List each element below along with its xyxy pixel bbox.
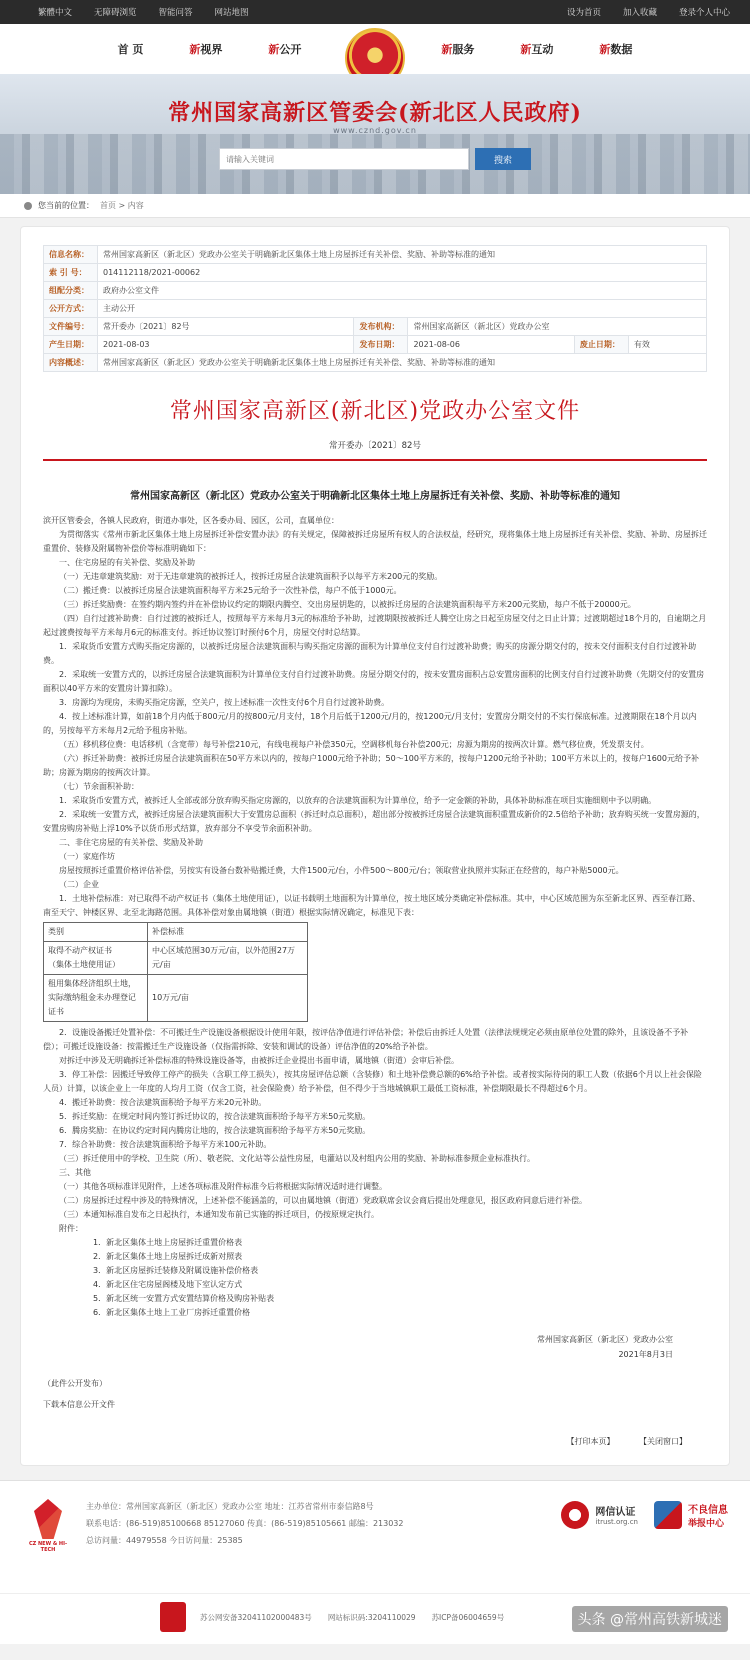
breadcrumb-label: 您当前的位置： (38, 201, 94, 210)
paragraph: （三）本通知标准自发布之日起执行，本通知发布前已实施的拆迁项目，仍按原规定执行。 (59, 1210, 379, 1219)
table-cell: 中心区域范围30万元/亩，以外范围27万元/亩 (148, 942, 308, 975)
search-bar (219, 148, 531, 170)
paragraph: （一）无违章建筑奖励：对于无违章建筑的被拆迁人，按拆迁房屋合法建筑面积予以每平方米200元的奖励。 (59, 572, 443, 581)
signature-block (43, 1332, 707, 1362)
attachments-label: 附件： (59, 1224, 83, 1233)
meta-value-date: 2021-08-03 (98, 336, 354, 354)
table-header: 类别 (44, 923, 148, 942)
meta-value-info-name: 常州国家高新区（新北区）党政办公室关于明确新北区集体土地上房屋拆迁有关补偿、奖励、补助等标准的通知 (98, 246, 707, 264)
meta-key-info-name: 信息名称： (44, 246, 98, 264)
nav-vision-pre: 新 (189, 43, 201, 56)
meta-key-pubdate: 发布日期： (354, 336, 408, 354)
close-window-link[interactable]: 【关闭窗口】 (639, 1436, 687, 1446)
link-sitemap[interactable]: 网站地图 (214, 8, 249, 18)
nav-public-pre: 新 (268, 43, 280, 56)
nav-public-post: 公开 (279, 43, 302, 56)
paragraph: （三）拆迁使用中的学校、卫生院（所）、敬老院、文化站等公益性房屋，电灌站以及村组内公用的奖励、补助标准参照企业标准执行。 (59, 1154, 535, 1163)
paragraph: 2．采取统一安置方式的，以拆迁房屋合法建筑面积为计算单位支付自行过渡补助费。房屋分期交付的，按未安置房面积占总安置房面积的比例支付自行过渡补助费（先期交付的安置房面积以40平方米的安置房计算扣除）。 (43, 670, 705, 693)
police-record[interactable]: 苏公网安备32041102000483号 (200, 1612, 312, 1622)
nav-interact-post: 互动 (531, 43, 554, 56)
document-number: 常开委办〔2021〕82号 (329, 441, 421, 451)
paragraph: （二）企业 (59, 880, 99, 889)
report-center-badge[interactable] (654, 1501, 728, 1529)
site-id: 网站标识码:3204110029 (327, 1612, 416, 1622)
site-footer (0, 1480, 750, 1644)
paragraph: （三）拆迁奖励费：在签约期内签约并在补偿协议约定的期限内腾空、交出房屋钥匙的，以被拆迁房屋的合法建筑面积每平方米200元奖励，每户不低于20000元。 (59, 600, 636, 609)
section-heading: 二、非住宅房屋的有关补偿、奖励及补助 (59, 838, 203, 847)
location-icon (24, 202, 32, 210)
nav-interact[interactable] (520, 41, 553, 57)
publish-note: （此件公开发布） (43, 1379, 107, 1389)
paragraph: （一）其他各项标准详见附件，上述各项标准及附件标准今后将根据实际情况适时进行调整。 (59, 1182, 387, 1191)
paragraph: （一）家庭作坊 (59, 852, 115, 861)
nav-home-pre: 首 (117, 43, 129, 56)
nav-public[interactable] (268, 41, 301, 57)
nav-service-post: 服务 (452, 43, 475, 56)
paragraph: 1．土地补偿标准：对已取得不动产权证书（集体土地使用证），以证书载明土地面积为计算单位，按土地区域分类确定补偿标准。其中，中心区域范围为东至新北区界、西至春江路、南至天宁、钟楼区界、北至北海路范围。具体补偿对象由属地镇（街道）根据实际情况确定，标准见下表： (43, 894, 701, 917)
main-nav (0, 24, 750, 74)
footer-logo (24, 1499, 72, 1553)
meta-key-index: 索 引 号： (44, 264, 98, 282)
nav-data[interactable] (599, 41, 632, 57)
header-banner (0, 74, 750, 194)
attachment-item: 6．新北区集体土地上工业厂房拆迁重置价格 (93, 1308, 251, 1317)
paragraph: 对拆迁中涉及无明确拆迁补偿标准的特殊设施设备等，由被拆迁企业提出书面申请，属地镇（街道）会审后补偿。 (59, 1056, 459, 1065)
meta-key-valid: 废止日期： (574, 336, 628, 354)
meta-value-summary: 常州国家高新区（新北区）党政办公室关于明确新北区集体土地上房屋拆迁有关补偿、奖励、补助等标准的通知 (98, 354, 707, 372)
nav-service-pre: 新 (441, 43, 453, 56)
content-card (20, 226, 730, 1466)
table-header: 补偿标准 (148, 923, 308, 942)
report-center-icon (654, 1501, 682, 1529)
nav-data-post: 数据 (610, 43, 633, 56)
paragraph: 3．房源均为现房，未购买指定房源，空关户，按上述标准一次性支付6个月自行过渡补助费。 (59, 698, 390, 707)
attachment-item: 2．新北区集体土地上房屋拆迁成新对照表 (93, 1252, 243, 1261)
document-title: 常州国家高新区(新北区)党政办公室文件 (169, 399, 581, 424)
table-cell: 10万元/亩 (148, 975, 308, 1022)
itrust-badge[interactable] (561, 1501, 638, 1529)
download-link[interactable]: 下载本信息公开文件 (43, 1400, 115, 1410)
metadata-table (43, 245, 707, 372)
attachment-item: 5．新北区统一安置方式安置结算价格及购房补贴表 (93, 1294, 275, 1303)
footer-phone: 联系电话：(86-519)85100668 85127060 传真：(86-519)85105661 邮编：213032 (86, 1518, 404, 1528)
meta-value-docno: 常开委办〔2021〕82号 (98, 318, 354, 336)
paragraph: 3．停工补偿：因搬迁导致停工停产的损失（含职工停工损失），按其房屋评估总额（含装修）和土地补偿费总额的6%给予补偿。或者按实际待岗的职工人数（依据6个月以上社会保险人员）计算，以该企业上一年度的人均月工资（仅含工资，社会保险费）给予补偿，但不得少于当地城镇职工最低工资标准，补偿期限最长不得超过6个月。 (43, 1070, 702, 1093)
section-heading: 三、其他 (59, 1168, 91, 1177)
link-accessibility[interactable]: 无障碍浏览 (94, 8, 137, 18)
table-cell: 租用集体经济组织土地， 实际缴纳租金未办理登记证书 (44, 975, 148, 1022)
link-add-favorite[interactable]: 加入收藏 (622, 8, 657, 18)
source-watermark: 头条 @常州高铁新城迷 (572, 1606, 728, 1632)
document-body (43, 514, 707, 1320)
site-title: 常州国家高新区管委会(新北区人民政府) (168, 100, 582, 126)
publish-block (43, 1374, 707, 1416)
document-header (43, 394, 707, 461)
meta-value-index: 014112118/2021-00062 (98, 264, 707, 282)
cz-hitech-logo-icon (34, 1499, 62, 1539)
link-traditional-chinese[interactable]: 繁體中文 (38, 8, 73, 18)
meta-key-mode: 公开方式： (44, 300, 98, 318)
nav-service[interactable] (441, 41, 474, 57)
footer-host: 主办单位：常州国家高新区（新北区）党政办公室 地址：江苏省常州市泰信路8号 (86, 1501, 374, 1511)
attachment-item: 4．新北区住宅房屋阁楼及地下室认定方式 (93, 1280, 243, 1289)
nav-home[interactable] (118, 41, 144, 57)
site-url: www.cznd.gov.cn (333, 126, 417, 135)
badge2-title: 不良信息 (688, 1504, 728, 1516)
attachment-item: 1．新北区集体土地上房屋拆迁重置价格表 (93, 1238, 243, 1247)
meta-value-category: 政府办公室文件 (98, 282, 707, 300)
red-divider (43, 459, 707, 461)
badge1-sub: itrust.org.cn (595, 1518, 638, 1527)
paragraph: 2．设施设备搬迁处置补偿：不可搬迁生产设施设备根据设计使用年限，按评估净值进行评估补偿；补偿后由拆迁人处置（法律法规规定必须由原单位处置的除外，且该设备不予补偿）；可搬迁设施设备：按需搬迁生产设施设备（仅指需拆除、安装和调试的设备）评估净值的20%给予补偿。 (43, 1028, 689, 1051)
paragraph: （六）拆迁补助费：被拆迁房屋合法建筑面积在50平方米以内的，按每户1000元给予补助；50～100平方米的，按每户1200元给予补助；100平方米以上的，按每户1600元给予补助；房源为期房的按两次计算。 (43, 754, 699, 777)
link-smart-qa[interactable]: 智能问答 (158, 8, 193, 18)
meta-value-valid: 有效 (628, 336, 706, 354)
meta-key-category: 组配分类： (44, 282, 98, 300)
breadcrumb (0, 194, 750, 218)
link-set-homepage[interactable]: 设为首页 (566, 8, 601, 18)
paragraph: 4．搬迁补助费：按合法建筑面积给予每平方米20元补助。 (59, 1098, 267, 1107)
paragraph: 5．拆迁奖励：在规定时间内签订拆迁协议的，按合法建筑面积给予每平方米50元奖励。 (59, 1112, 371, 1121)
signature-date: 2021年8月3日 (618, 1350, 673, 1360)
nav-home-post: 页 (128, 43, 144, 56)
paragraph: （四）自行过渡补助费：自行过渡的被拆迁人，按照每平方米每月3元的标准给予补助，过渡期限按被拆迁人腾空让房之日起至房屋交付之日止计算；过渡期超过18个月的，自逾期之月起过渡费按每平方米每月6元的标准支付。拆迁协议签订时预付6个月，房屋交付时总结算。 (43, 614, 707, 637)
paragraph: 2．采取统一安置方式，被拆迁房屋合法建筑面积大于安置房总面积（拆迁时点总面积），超出部分按被拆迁房屋合法建筑面积重置成新价的2.5倍给予补助；放弃购买统一安置房源的，安置房购房补贴上浮10%予以货币形式结算，放弃部分不享受节余面积补助。 (43, 810, 705, 833)
section-heading: 一、住宅房屋的有关补偿、奖励及补助 (59, 558, 195, 567)
nav-vision-post: 视界 (200, 43, 223, 56)
meta-key-summary: 内容概述： (44, 354, 98, 372)
meta-value-issuer: 常州国家高新区（新北区）党政办公室 (408, 318, 707, 336)
paragraph: 为贯彻落实《常州市新北区集体土地上房屋拆迁补偿安置办法》的有关规定，保障被拆迁房屋所有权人的合法权益，经研究，现将集体土地上房屋拆迁有关补偿、奖励、补助、房屋拆迁重置价、装修及附属物补偿价等标准明确如下： (43, 530, 707, 553)
top-utility-bar (0, 0, 750, 24)
nav-vision[interactable] (189, 41, 222, 57)
meta-value-mode: 主动公开 (98, 300, 707, 318)
itrust-seal-icon (561, 1501, 589, 1529)
print-page-link[interactable]: 【打印本页】 (566, 1436, 615, 1446)
paragraph: 1．采取货币安置方式，被拆迁人全部或部分放弃购买指定房源的，以放弃的合法建筑面积为计算单位，给予一定金额的补助，具体补助标准在项目实施细则中予以明确。 (59, 796, 657, 805)
paragraph: （五）移机移位费：电话移机（含宽带）每号补偿210元，有线电视每户补偿350元，空调移机每台补偿200元；房源为期房的按两次计算。燃气移位费，凭发票支付。 (59, 740, 649, 749)
link-login[interactable]: 登录个人中心 (678, 8, 730, 18)
paragraph: （二）搬迁费：以被拆迁房屋合法建筑面积每平方米25元给予一次性补偿，每户不低于1000元。 (59, 586, 402, 595)
nav-data-pre: 新 (599, 43, 611, 56)
attachment-item: 3．新北区房屋拆迁装修及附属设施补偿价格表 (93, 1266, 259, 1275)
meta-value-pubdate: 2021-08-06 (408, 336, 574, 354)
footer-info (86, 1499, 403, 1549)
search-button[interactable]: 搜索 (475, 148, 531, 170)
signature-org: 常州国家高新区（新北区）党政办公室 (537, 1335, 673, 1344)
nav-interact-pre: 新 (520, 43, 532, 56)
paragraph: 7．综合补助费：按合法建筑面积给予每平方米100元补助。 (59, 1140, 272, 1149)
table-cell: 取得不动产权证书 （集体土地使用证） (44, 942, 148, 975)
paragraph: 房屋按照拆迁重置价格评估补偿，另按实有设备台数补贴搬迁费，大件1500元/台，小件500～800元/台；领取营业执照并实际正在经营的，每户补贴5000元。 (59, 866, 624, 875)
badge2-sub: 举报中心 (688, 1518, 725, 1529)
notice-title: 常州国家高新区（新北区）党政办公室关于明确新北区集体土地上房屋拆迁有关补偿、奖励、补助等标准的通知 (130, 491, 620, 502)
paragraph: 滨开区管委会，各镇人民政府，街道办事处，区各委办局、园区，公司，直属单位： (43, 516, 339, 525)
paragraph: 4．按上述标准计算，如前18个月内低于800元/月的按800元/月支付，18个月后低于1200元/月的，按1200元/月支付；安置房分期交付的不实行保底标准。过渡期限在18个月以内的，另按每平方米每月2元给予租房补贴。 (43, 712, 697, 735)
search-input[interactable] (219, 148, 469, 170)
footer-badges (561, 1501, 728, 1529)
land-compensation-table (43, 922, 308, 1022)
footer-visits: 总访问量：44979558 今日访问量：25385 (86, 1535, 243, 1545)
paragraph: （二）房屋拆迁过程中涉及的特殊情况，上述补偿不能涵盖的，可以由属地镇（街道）党政联席会议会商后提出处理意见，报区政府同意后进行补偿。 (59, 1196, 587, 1205)
meta-key-issuer: 发布机构： (354, 318, 408, 336)
breadcrumb-path[interactable]: 首页 > 内容 (100, 201, 144, 210)
paragraph: 6．腾房奖励：在协议约定时间内腾房让地的，按合法建筑面积给予每平方米50元奖励。 (59, 1126, 371, 1135)
logo-caption: CZ NEW & HI-TECH (28, 1540, 68, 1553)
party-government-icon[interactable] (160, 1602, 186, 1632)
badge1-title: 网信认证 (595, 1507, 636, 1519)
meta-key-docno: 文件编号： (44, 318, 98, 336)
meta-key-date: 产生日期： (44, 336, 98, 354)
page-actions (43, 1436, 687, 1447)
icp-record[interactable]: 苏ICP备06004659号 (431, 1612, 505, 1622)
paragraph: （七）节余面积补助： (59, 782, 139, 791)
paragraph: 1．采取货币安置方式购买指定房源的，以被拆迁房屋合法建筑面积与购买指定房源的面积为计算单位支付自行过渡补助费；购买的房源分期交付的，按未交付面积支付自行过渡补助费。 (43, 642, 697, 665)
